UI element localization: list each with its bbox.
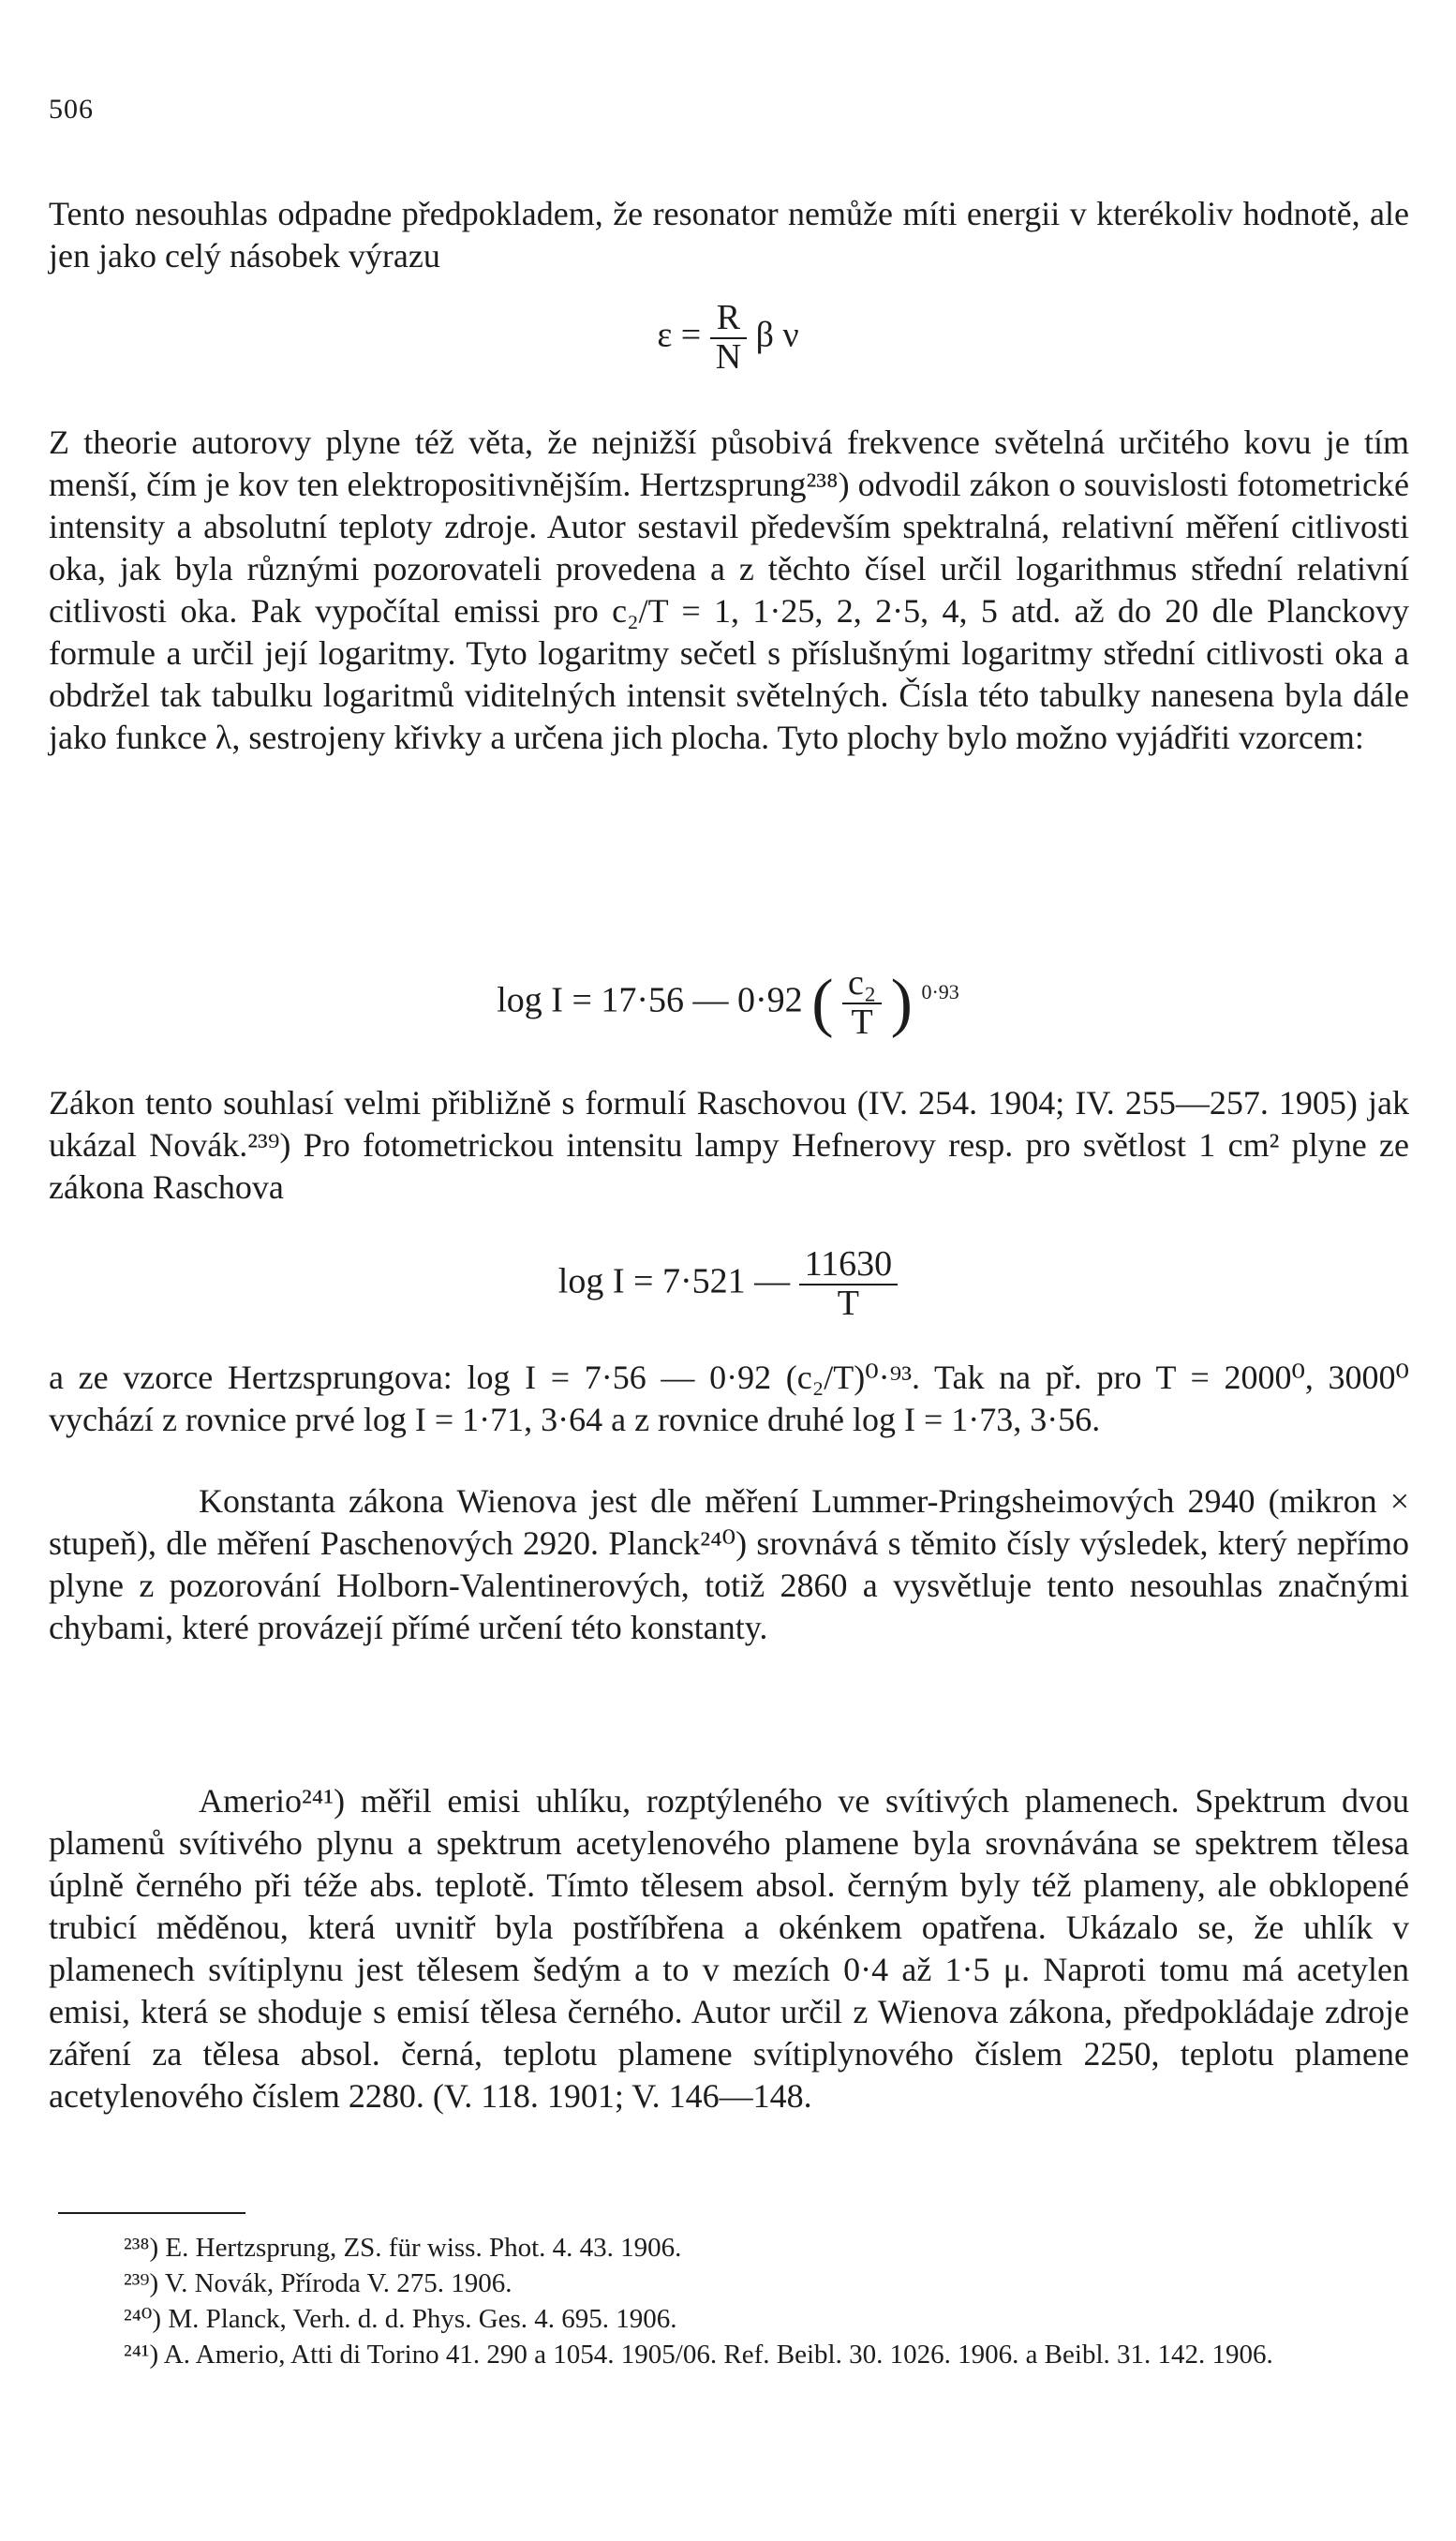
formula-rasch-lhs: log I = 7·521 — bbox=[557, 1261, 791, 1301]
formula-epsilon-rhs: β ν bbox=[755, 315, 799, 355]
paragraph-4: a ze vzorce Hertzsprungova: log I = 7·56 — 0·92 (c₂/T)⁰·⁹³. Tak na př. pro T = 2000⁰, 3000⁰ vychází z rovnice prvé log I = 1·71, 3·64 a z rovnice druhé log I = 1·73, 3·56. bbox=[49, 1359, 1409, 1438]
formula-hertzsprung bbox=[0, 965, 1456, 1042]
formula-epsilon-denominator: N bbox=[715, 336, 742, 377]
paragraph-3: Zákon tento souhlasí velmi přibližně s formulí Raschovou (IV. 254. 1904; IV. 255—257. 1905) jak ukázal Novák.²³⁹) Pro fotometrickou intensitu lampy Hefnerovy resp. pro světlost 1 cm² plyne ze zákona Raschova bbox=[49, 1084, 1409, 1206]
formula-hertzsprung-fraction bbox=[842, 965, 882, 1042]
paragraph-1: Tento nesouhlas odpadne předpokladem, že resonator nemůže míti energii v kterékoliv hodnotě, ale jen jako celý násobek výrazu bbox=[49, 195, 1409, 275]
formula-rasch bbox=[0, 1246, 1456, 1323]
left-paren: ( bbox=[811, 966, 834, 1039]
paragraph-6: Amerio²⁴¹) měřil emisi uhlíku, rozptýleného ve svítivých plamenech. Spektrum dvou plamenů svítivého plynu a spektrum acetylenového plamene byla srovnávána se spektrem tělesa úplně černého při téže abs. teplotě. Tímto tělesem absol. černým byly též plameny, ale obklopené trubicí měděnou, která uvnitř byla postříbřena a okénkem opatřena. Ukázalo se, že uhlík v plamenech svítiplynu jest tělesem šedým a to v mezích 0·4 až 1·5 μ. Naproti tomu má acetylen emisi, která se shoduje s emisí tělesa černého. Autor určil z Wienova zákona, předpokládaje zdroje záření za tělesa absol. černá, teplotu plamene svítiplynového číslem 2250, teplotu plamene acetylenového číslem 2280. (V. 118. 1901; V. 146—148. bbox=[49, 1782, 1409, 2115]
page-number: 506 bbox=[49, 94, 94, 125]
formula-hertzsprung-numerator: c₂ bbox=[842, 965, 882, 1004]
paragraph-2: Z theorie autorovy plyne též věta, že nejnižší působivá frekvence světelná určitého kovu je tím menší, čím je kov ten elektropositivnějším. Hertzsprung²³⁸) odvodil zákon o souvislosti fotometrické intensity a absolutní teploty zdroje. Autor sestavil především spektralná, relativní měření citlivosti oka, jak byla různými pozorovateli provedena a z těchto čísel určil logarithmus střední relativní citlivosti oka. Pak vypočítal emissi pro c₂/T = 1, 1·25, 2, 2·5, 4, 5 atd. až do 20 dle Planckovy formule a určil její logaritmy. Tyto logaritmy sečetl s příslušnými logaritmy střední citlivosti oka a obdržel tak tabulku logaritmů viditelných intensit světelných. Čísla této tabulky nanesena byla dále jako funkce λ, sestrojeny křivky a určena jich plocha. Tyto plochy bylo možno vyjádřiti vzorcem: bbox=[49, 424, 1409, 756]
formula-epsilon-numerator: R bbox=[710, 300, 747, 339]
formula-hertzsprung-denominator: T bbox=[851, 1002, 873, 1042]
footnote-239: ²³⁹) V. Novák, Příroda V. 275. 1906. bbox=[124, 2268, 513, 2298]
footnote-238: ²³⁸) E. Hertzsprung, ZS. für wiss. Phot. 4. 43. 1906. bbox=[124, 2233, 682, 2263]
formula-hertzsprung-exponent: 0·93 bbox=[921, 979, 959, 1003]
formula-epsilon-fraction bbox=[710, 300, 747, 377]
formula-epsilon bbox=[0, 300, 1456, 377]
footnote-240: ²⁴⁰) M. Planck, Verh. d. d. Phys. Ges. 4. 695. 1906. bbox=[124, 2304, 677, 2334]
formula-hertzsprung-lhs: log I = 17·56 — 0·92 bbox=[497, 980, 803, 1020]
footnote-separator bbox=[58, 2212, 245, 2214]
formula-rasch-denominator: T bbox=[837, 1283, 859, 1323]
footnotes bbox=[49, 2230, 1409, 2372]
formula-rasch-numerator: 11630 bbox=[799, 1246, 899, 1285]
paragraph-5: Konstanta zákona Wienova jest dle měření Lummer-Pringsheimových 2940 (mikron × stupeň), dle měření Paschenových 2920. Planck²⁴⁰) srovnává s těmito čísly výsledek, který nepřímo plyne z pozorování Holborn-Valentinerových, totiž 2860 a vysvětluje tento nesouhlas značnými chybami, které provázejí přímé určení této konstanty. bbox=[49, 1482, 1409, 1646]
formula-rasch-fraction bbox=[799, 1246, 899, 1323]
right-paren: ) bbox=[890, 966, 913, 1039]
formula-epsilon-lhs: ε = bbox=[657, 315, 702, 355]
footnote-241: ²⁴¹) A. Amerio, Atti di Torino 41. 290 a 1054. 1905/06. Ref. Beibl. 30. 1026. 1906. a Beibl. 31. 142. 1906. bbox=[124, 2340, 1273, 2370]
